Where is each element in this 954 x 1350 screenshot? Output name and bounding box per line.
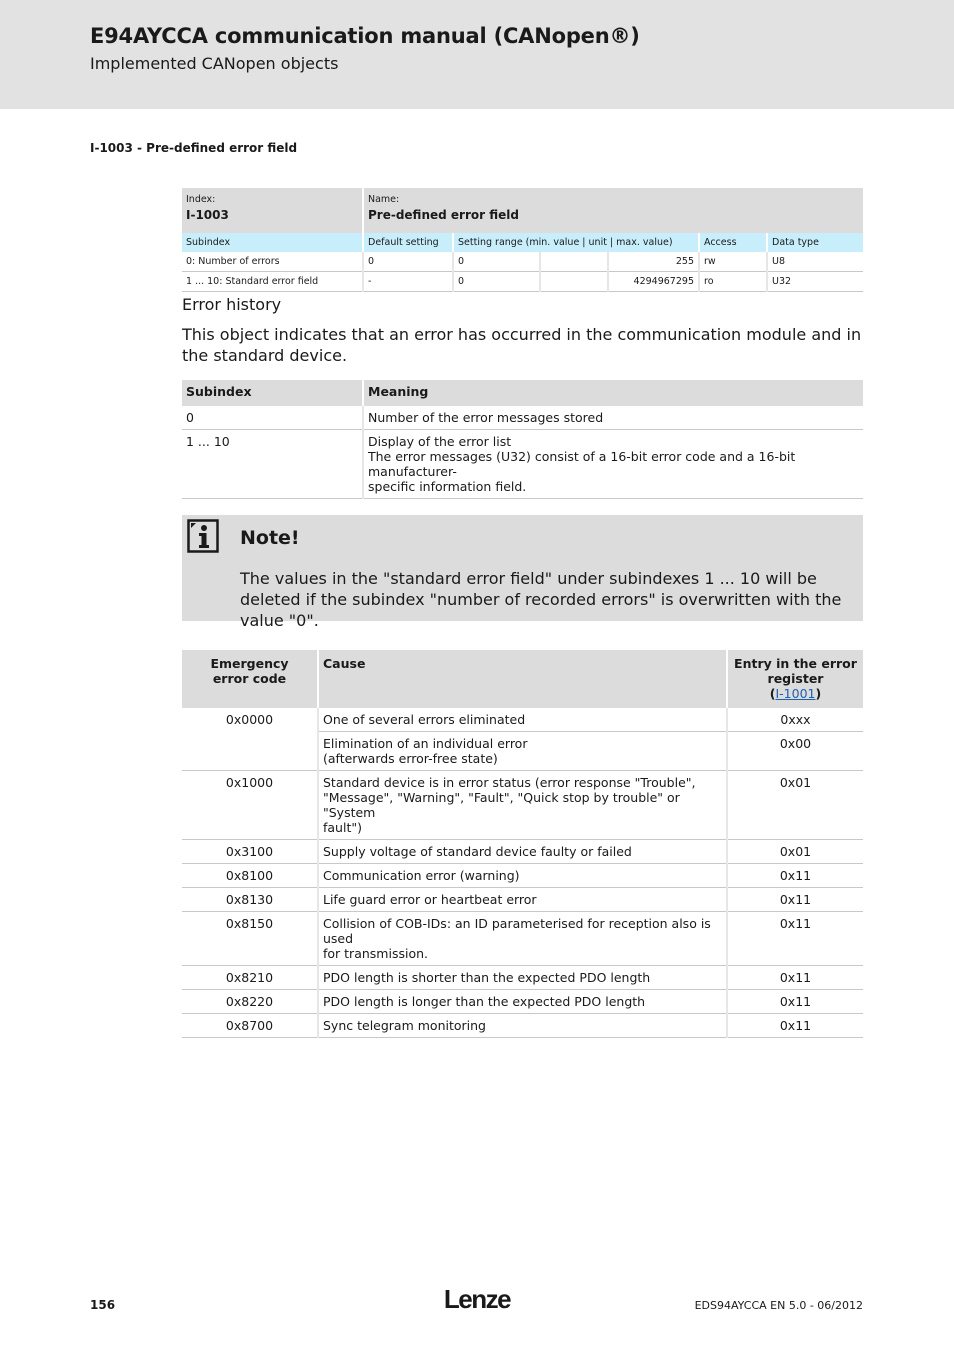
- document-title: E94AYCCA communication manual (CANopen®): [90, 24, 640, 48]
- table-row: [182, 430, 863, 499]
- col-access: Access: [699, 233, 767, 252]
- table-row: [182, 771, 863, 840]
- cell-entry: 0x00: [727, 732, 863, 771]
- cell-subindex: 1 ... 10: [182, 430, 363, 499]
- cell-unit: [540, 272, 608, 292]
- info-icon: [187, 519, 219, 553]
- cell-subindex: 1 ... 10: Standard error field: [182, 272, 363, 292]
- cause-line: Communication error (warning): [323, 868, 520, 883]
- table-row: [182, 252, 863, 272]
- cause-line: Supply voltage of standard device faulty or failed: [323, 844, 632, 859]
- cell-min: 0: [453, 252, 540, 272]
- col-default: Default setting: [363, 233, 453, 252]
- logo-text: Lenze: [443, 1286, 511, 1314]
- cell-min: 0: [453, 272, 540, 292]
- col-error-register: [727, 650, 863, 708]
- table-row: [182, 708, 863, 732]
- paren-close: ): [815, 686, 822, 701]
- page-header: [0, 0, 954, 109]
- header-line: [732, 686, 859, 701]
- cell-entry: 0xxx: [727, 708, 863, 732]
- name-cell: [363, 188, 863, 233]
- cell-cause: [318, 912, 727, 966]
- emergency-header-row: [182, 650, 863, 708]
- col-emergency-code: [182, 650, 318, 708]
- cell-access: rw: [699, 252, 767, 272]
- cause-line: PDO length is longer than the expected PDO length: [323, 994, 646, 1009]
- cell-default: -: [363, 272, 453, 292]
- header-line: Entry in the error: [734, 656, 857, 671]
- cell-max: 255: [608, 252, 699, 272]
- cell-type: U32: [767, 272, 863, 292]
- cell-entry: 0x11: [727, 990, 863, 1014]
- table-row: [182, 864, 863, 888]
- meaning-line: Display of the error list: [368, 434, 512, 449]
- cause-line: Life guard error or heartbeat error: [323, 892, 537, 907]
- cell-cause: [318, 1014, 727, 1038]
- emergency-table: [182, 650, 863, 1038]
- cell-code: 0x1000: [182, 771, 318, 840]
- header-line: register: [767, 671, 824, 686]
- header-line: error code: [212, 671, 287, 686]
- table-row: [182, 732, 863, 771]
- col-subindex: Subindex: [182, 233, 363, 252]
- cell-type: U8: [767, 252, 863, 272]
- i-1001-link[interactable]: I-1001: [775, 686, 816, 701]
- error-history-heading: Error history: [182, 295, 282, 314]
- cell-cause: [318, 708, 727, 732]
- cell-entry: 0x01: [727, 840, 863, 864]
- note-box: [182, 515, 863, 630]
- cell-subindex: 0: [182, 406, 363, 430]
- document-reference: EDS94AYCCA EN 5.0 - 06/2012: [694, 1299, 863, 1312]
- meaning-line: The error messages (U32) consist of a 16-bit error code and a 16-bit manufacturer-: [368, 449, 796, 479]
- name-label: Name:: [368, 194, 400, 205]
- meaning-header-row: [182, 380, 863, 406]
- cause-line: Elimination of an individual error: [323, 736, 528, 751]
- cell-code: 0x8150: [182, 912, 318, 966]
- note-title: Note!: [240, 527, 300, 549]
- cause-line: PDO length is shorter than the expected PDO length: [323, 970, 651, 985]
- table-row: [182, 888, 863, 912]
- col-type: Data type: [767, 233, 863, 252]
- cell-code: 0x3100: [182, 840, 318, 864]
- lenze-logo: [438, 1286, 516, 1314]
- cause-line: "Message", "Warning", "Fault", "Quick stop by trouble" or "System: [323, 790, 680, 820]
- col-range: Setting range (min. value | unit | max. value): [453, 233, 699, 252]
- cause-line: (afterwards error-free state): [323, 751, 498, 766]
- table-row: [182, 990, 863, 1014]
- document-subtitle: Implemented CANopen objects: [90, 54, 339, 73]
- cell-entry: 0x11: [727, 966, 863, 990]
- cell-entry: 0x11: [727, 888, 863, 912]
- index-label: Index:: [186, 194, 216, 205]
- cell-entry: 0x11: [727, 864, 863, 888]
- cause-line: fault"): [323, 820, 362, 835]
- cause-line: Sync telegram monitoring: [323, 1018, 486, 1033]
- cell-subindex: 0: Number of errors: [182, 252, 363, 272]
- cell-cause: [318, 864, 727, 888]
- cell-cause: [318, 840, 727, 864]
- cell-entry: 0x11: [727, 912, 863, 966]
- meaning-table: [182, 380, 863, 499]
- description-paragraph: This object indicates that an error has occurred in the communication module and in the standard device.: [182, 325, 862, 365]
- cause-line: Standard device is in error status (error response "Trouble",: [323, 775, 696, 790]
- cell-cause: [318, 990, 727, 1014]
- table-row: [182, 840, 863, 864]
- index-value: I-1003: [186, 208, 229, 222]
- paren-open: (: [769, 686, 776, 701]
- cause-line: for transmission.: [323, 946, 428, 961]
- object-header-row: [182, 233, 863, 252]
- name-value: Pre-defined error field: [368, 208, 519, 222]
- col-cause: Cause: [318, 650, 727, 708]
- table-row: [182, 966, 863, 990]
- meaning-line: specific information field.: [368, 479, 527, 494]
- table-row: [182, 912, 863, 966]
- cell-code: 0x8220: [182, 990, 318, 1014]
- cell-access: ro: [699, 272, 767, 292]
- cell-code: 0x8700: [182, 1014, 318, 1038]
- cell-cause: [318, 732, 727, 771]
- cell-code: 0x8100: [182, 864, 318, 888]
- cause-line: One of several errors eliminated: [323, 712, 526, 727]
- object-index-row: [182, 188, 863, 233]
- header-line: Emergency: [210, 656, 289, 671]
- cell-cause: [318, 771, 727, 840]
- object-table: [182, 188, 863, 292]
- section-title: I-1003 - Pre-defined error field: [90, 141, 298, 155]
- page-number: 156: [90, 1298, 116, 1312]
- col-meaning: Meaning: [363, 380, 863, 406]
- cell-code: 0x8210: [182, 966, 318, 990]
- cell-code: 0x8130: [182, 888, 318, 912]
- cell-code: [182, 732, 318, 771]
- index-cell: [182, 188, 363, 233]
- cell-entry: 0x01: [727, 771, 863, 840]
- col-subindex: Subindex: [182, 380, 363, 406]
- cell-meaning: [363, 430, 863, 499]
- table-row: [182, 1014, 863, 1038]
- table-row: [182, 406, 863, 430]
- cell-default: 0: [363, 252, 453, 272]
- cell-entry: 0x11: [727, 1014, 863, 1038]
- cause-line: Collision of COB-IDs: an ID parameterised for reception also is used: [323, 916, 711, 946]
- cell-cause: [318, 966, 727, 990]
- cell-code: 0x0000: [182, 708, 318, 732]
- cell-cause: [318, 888, 727, 912]
- table-row: [182, 272, 863, 292]
- cell-unit: [540, 252, 608, 272]
- note-text: The values in the "standard error field" under subindexes 1 ... 10 will be deleted if the subindex "number of recorded errors" is overwritten with the value "0".: [240, 569, 842, 630]
- cell-max: 4294967295: [608, 272, 699, 292]
- meaning-line: Number of the error messages stored: [368, 410, 604, 425]
- cell-meaning: [363, 406, 863, 430]
